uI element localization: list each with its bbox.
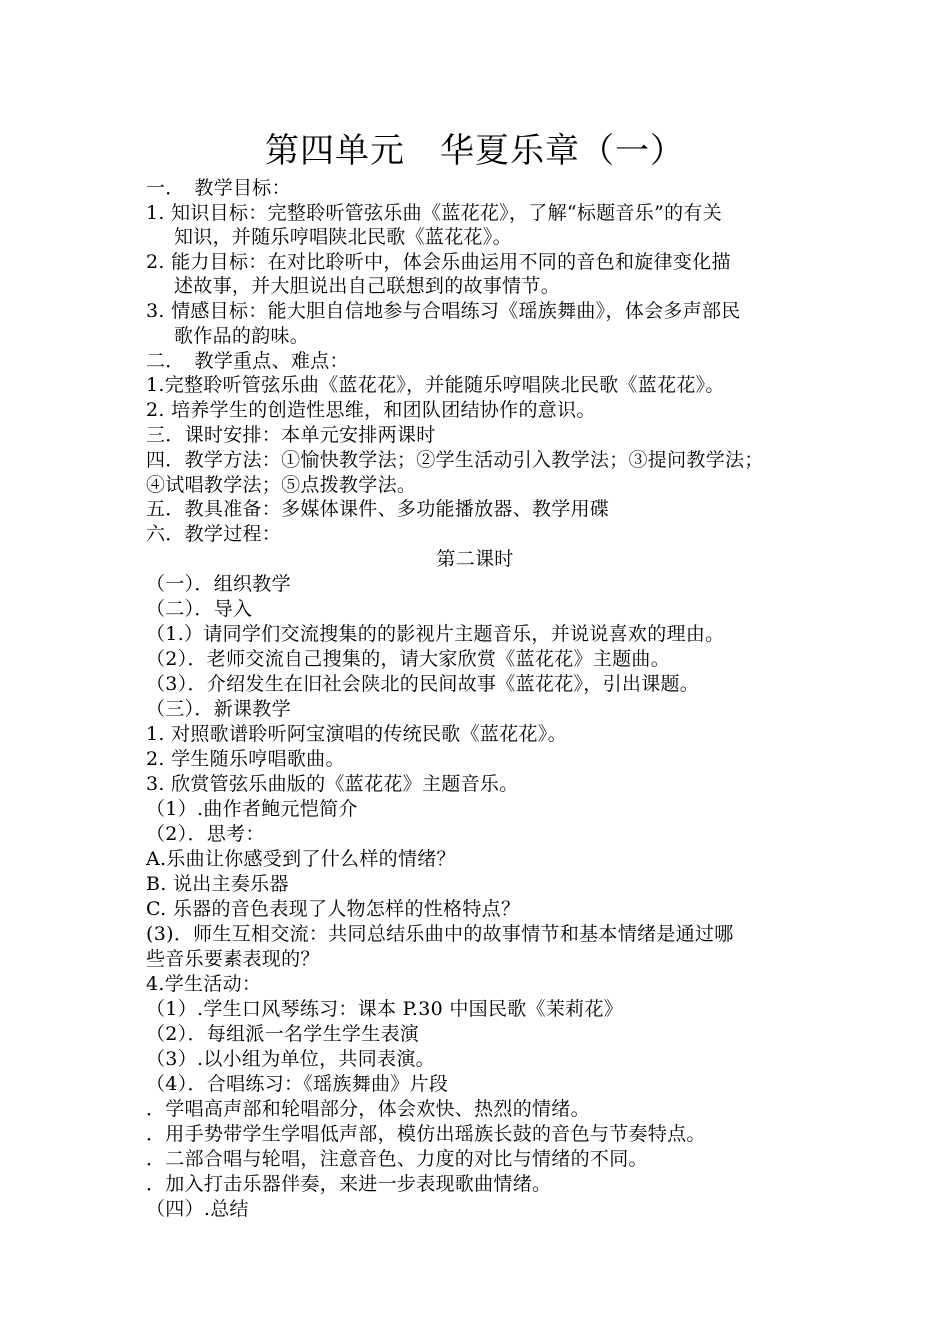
key-point-2: 2. 培养学生的创造性思维，和团队团结协作的意识。	[146, 399, 596, 421]
exchange-line2: 些音乐要素表现的？	[146, 948, 320, 970]
new-lesson-item-1: 1. 对照歌谱聆听阿宝演唱的传统民歌《蓝花花》。	[146, 723, 567, 745]
new-lesson-item-3: 3. 欣赏管弦乐曲版的《蓝花花》主题音乐。	[146, 773, 519, 795]
chorus-step-3: ．二部合唱与轮唱，注意音色、力度的对比与情绪的不同。	[146, 1148, 648, 1170]
exchange-line1: (3)．师生互相交流：共同总结乐曲中的故事情节和基本情绪是通过哪	[146, 923, 734, 945]
goal-ability-line2: 述故事，并大胆说出自己联想到的故事情节。	[174, 275, 561, 297]
composer-intro: （1）.曲作者鲍元恺简介	[146, 798, 358, 820]
chorus-step-2: ．用手势带学生学唱低声部，模仿出瑶族长鼓的音色与节奏特点。	[146, 1123, 706, 1145]
step-summary: （四）.总结	[146, 1198, 249, 1220]
step-introduction: （二）．导入	[146, 598, 253, 620]
goal-knowledge-line1: 1. 知识目标：完整聆听管弦乐曲《蓝花花》，了解“标题音乐”的有关	[146, 202, 722, 224]
section-schedule: 三．课时安排：本单元安排两课时	[146, 424, 436, 446]
section-heading-process: 六．教学过程：	[146, 523, 282, 545]
question-b: B. 说出主奏乐器	[146, 873, 289, 895]
section-methods-line1: 四．教学方法：①愉快教学法；②学生活动引入教学法；③提问教学法；	[146, 449, 764, 471]
section-heading-goals: 一． 教学目标：	[146, 177, 291, 199]
chorus-step-4: ．加入打击乐器伴奏，来进一步表现歌曲情绪。	[146, 1173, 552, 1195]
activity-item-4: （4）．合唱练习：《瑶族舞曲》片段	[146, 1073, 449, 1095]
question-c: C. 乐器的音色表现了人物怎样的性格特点？	[146, 898, 521, 920]
lesson-heading: 第二课时	[436, 548, 514, 570]
step-new-lesson: （三）．新课教学	[146, 698, 291, 720]
goal-knowledge-line2: 知识，并随乐哼唱陕北民歌《蓝花花》。	[174, 226, 512, 248]
new-lesson-item-2: 2. 学生随乐哼唱歌曲。	[146, 748, 345, 770]
key-point-1: 1.完整聆听管弦乐曲《蓝花花》，并能随乐哼唱陕北民歌《蓝花花》。	[146, 374, 725, 396]
activity-item-2: （2）．每组派一名学生学生表演	[146, 1023, 420, 1045]
student-activity-heading: 4.学生活动：	[146, 973, 262, 995]
document-title: 第四单元 华夏乐章（一）	[265, 131, 685, 171]
intro-item-1: （1.）请同学们交流搜集的的影视片主题音乐，并说说喜欢的理由。	[146, 623, 725, 645]
goal-ability-line1: 2. 能力目标：在对比聆听中，体会乐曲运用不同的音色和旋律变化描	[146, 251, 731, 273]
intro-item-2: （2）．老师交流自己搜集的，请大家欣赏《蓝花花》主题曲。	[146, 648, 670, 670]
section-heading-key-points: 二． 教学重点、难点：	[146, 350, 349, 372]
section-methods-line2: ④试唱教学法；⑤点拨教学法。	[146, 474, 417, 496]
section-materials: 五．教具准备：多媒体课件、多功能播放器、教学用碟	[146, 498, 610, 520]
goal-emotion-line2: 歌作品的韵味。	[174, 325, 310, 347]
activity-item-3: （3）.以小组为单位，共同表演。	[146, 1048, 435, 1070]
question-a: A.乐曲让你感受到了什么样的情绪？	[146, 848, 456, 870]
chorus-step-1: ．学唱高声部和轮唱部分，体会欢快、热烈的情绪。	[146, 1098, 590, 1120]
activity-item-1: （1）.学生口风琴练习：课本 P.30 中国民歌《茉莉花》	[146, 998, 624, 1020]
think-heading: （2）．思考：	[146, 823, 265, 845]
goal-emotion-line1: 3. 情感目标：能大胆自信地参与合唱练习《瑶族舞曲》，体会多声部民	[146, 300, 741, 322]
intro-item-3: （3）．介绍发生在旧社会陕北的民间故事《蓝花花》，引出课题。	[146, 673, 700, 695]
step-organize: （一）．组织教学	[146, 573, 291, 595]
